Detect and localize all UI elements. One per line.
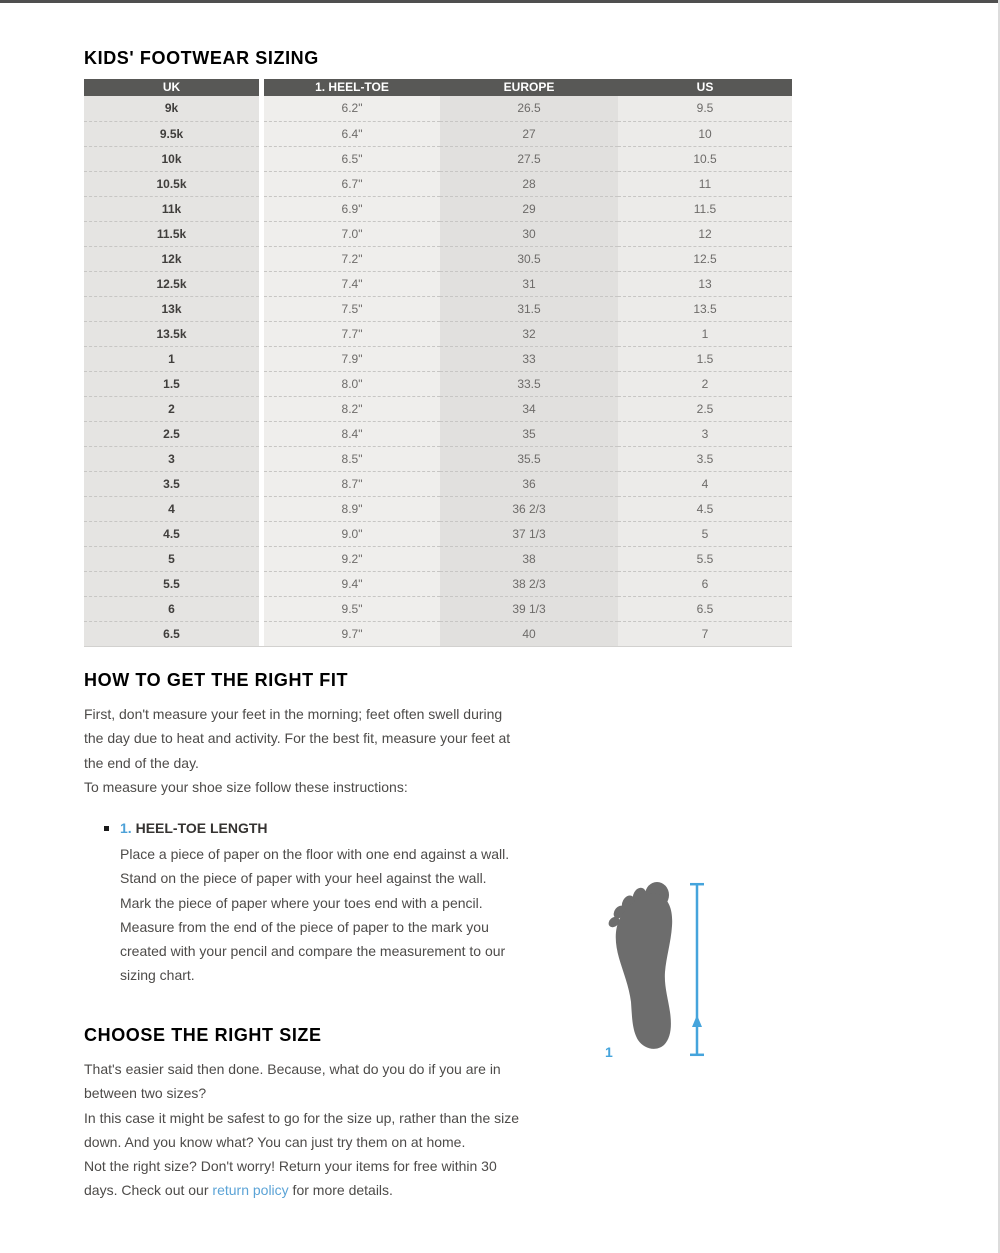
cell-uk-size: 9.5k xyxy=(84,121,259,146)
cell-us-size: 12.5 xyxy=(618,246,792,271)
cell-us-size: 1.5 xyxy=(618,346,792,371)
return-text-before: Not the right size? Don't worry! Return your items for free within 30 days. Check out our xyxy=(84,1158,497,1199)
cell-heeltoe-size: 9.5" xyxy=(264,596,440,621)
cell-heeltoe-size: 6.5" xyxy=(264,146,440,171)
cell-europe-size: 37 1/3 xyxy=(440,521,618,546)
cell-heeltoe-size: 7.4" xyxy=(264,271,440,296)
cell-heeltoe-size: 8.0" xyxy=(264,371,440,396)
cell-europe-size: 26.5 xyxy=(440,96,618,121)
cell-europe-size: 36 2/3 xyxy=(440,496,618,521)
cell-uk-size: 10k xyxy=(84,146,259,171)
table-row xyxy=(84,196,792,221)
cell-uk-size: 3 xyxy=(84,446,259,471)
cell-europe-size: 35.5 xyxy=(440,446,618,471)
cell-us-size: 4.5 xyxy=(618,496,792,521)
choose-paragraph-3 xyxy=(84,1154,524,1203)
cell-uk-size: 11.5k xyxy=(84,221,259,246)
table-row xyxy=(84,346,792,371)
cell-uk-size: 6 xyxy=(84,596,259,621)
cell-uk-size: 10.5k xyxy=(84,171,259,196)
step-line: Place a piece of paper on the floor with one end against a wall. xyxy=(120,846,510,862)
cell-heeltoe-size: 9.2" xyxy=(264,546,440,571)
choose-paragraph-1: That's easier said then done. Because, what do you do if you are in between two sizes? xyxy=(84,1061,501,1102)
table-row xyxy=(84,496,792,521)
cell-us-size: 9.5 xyxy=(618,96,792,121)
table-header-europe: EUROPE xyxy=(440,79,618,96)
step-title xyxy=(120,818,510,838)
cell-europe-size: 36 xyxy=(440,471,618,496)
heel-toe-measurement-arrow xyxy=(690,884,704,1055)
table-header-row xyxy=(84,79,792,96)
step-line: Measure from the end of the piece of paper to the mark you created with your pencil and compare the measurement to our sizing chart. xyxy=(120,918,506,984)
fit-intro-paragraph: First, don't measure your feet in the morning; feet often swell during the day due to heat and activity. For the best fit, measure your feet at the end of the day. xyxy=(84,706,511,771)
cell-us-size: 11 xyxy=(618,171,792,196)
table-header-us: US xyxy=(618,79,792,96)
cell-us-size: 12 xyxy=(618,221,792,246)
cell-uk-size: 13k xyxy=(84,296,259,321)
table-row xyxy=(84,171,792,196)
table-row xyxy=(84,96,792,121)
cell-heeltoe-size: 9.4" xyxy=(264,571,440,596)
table-row xyxy=(84,621,792,646)
cell-us-size: 2 xyxy=(618,371,792,396)
cell-heeltoe-size: 8.7" xyxy=(264,471,440,496)
cell-us-size: 13.5 xyxy=(618,296,792,321)
cell-us-size: 2.5 xyxy=(618,396,792,421)
cell-europe-size: 31.5 xyxy=(440,296,618,321)
cell-heeltoe-size: 7.5" xyxy=(264,296,440,321)
table-row xyxy=(84,271,792,296)
arrow-head-up xyxy=(692,1015,702,1027)
cell-heeltoe-size: 6.7" xyxy=(264,171,440,196)
cell-us-size: 4 xyxy=(618,471,792,496)
cell-europe-size: 31 xyxy=(440,271,618,296)
bullet-icon xyxy=(104,826,109,831)
cell-heeltoe-size: 9.7" xyxy=(264,621,440,646)
table-row xyxy=(84,571,792,596)
cell-heeltoe-size: 7.2" xyxy=(264,246,440,271)
cell-uk-size: 12.5k xyxy=(84,271,259,296)
cell-us-size: 6.5 xyxy=(618,596,792,621)
cell-europe-size: 34 xyxy=(440,396,618,421)
cell-uk-size: 2 xyxy=(84,396,259,421)
choose-paragraph-2: In this case it might be safest to go for the size up, rather than the size down. And you know what? You can just try them on at home. xyxy=(84,1109,520,1150)
cell-heeltoe-size: 6.9" xyxy=(264,196,440,221)
cell-europe-size: 35 xyxy=(440,421,618,446)
return-policy-link[interactable]: return policy xyxy=(212,1182,289,1199)
step-line: Stand on the piece of paper with your heel against the wall. xyxy=(120,870,487,887)
how-to-fit-section xyxy=(84,670,521,799)
cell-europe-size: 33 xyxy=(440,346,618,371)
cell-europe-size: 32 xyxy=(440,321,618,346)
table-row xyxy=(84,396,792,421)
cell-uk-size: 2.5 xyxy=(84,421,259,446)
cell-heeltoe-size: 8.4" xyxy=(264,421,440,446)
cell-europe-size: 28 xyxy=(440,171,618,196)
table-row xyxy=(84,121,792,146)
choose-section-title: CHOOSE THE RIGHT SIZE xyxy=(84,1025,322,1045)
cell-uk-size: 1 xyxy=(84,346,259,371)
cell-us-size: 3.5 xyxy=(618,446,792,471)
table-header-heeltoe: 1. HEEL-TOE xyxy=(264,79,440,96)
cell-us-size: 7 xyxy=(618,621,792,646)
cell-us-size: 11.5 xyxy=(618,196,792,221)
table-header-uk: UK xyxy=(84,79,259,96)
cell-heeltoe-size: 8.5" xyxy=(264,446,440,471)
cell-uk-size: 4 xyxy=(84,496,259,521)
foot-silhouette xyxy=(607,882,673,1049)
table-row xyxy=(84,146,792,171)
cell-heeltoe-size: 6.2" xyxy=(264,96,440,121)
table-row xyxy=(84,321,792,346)
cell-us-size: 10.5 xyxy=(618,146,792,171)
cell-europe-size: 39 1/3 xyxy=(440,596,618,621)
table-row xyxy=(84,296,792,321)
cell-europe-size: 27.5 xyxy=(440,146,618,171)
step-instructions xyxy=(120,842,510,988)
cell-uk-size: 1.5 xyxy=(84,371,259,396)
sizing-table-body xyxy=(84,96,792,646)
cell-us-size: 5.5 xyxy=(618,546,792,571)
page-title: KIDS' FOOTWEAR SIZING xyxy=(84,48,319,68)
cell-europe-size: 33.5 xyxy=(440,371,618,396)
cell-us-size: 6 xyxy=(618,571,792,596)
cell-europe-size: 38 xyxy=(440,546,618,571)
step-line: Mark the piece of paper where your toes end with a pencil. xyxy=(120,894,483,911)
table-row xyxy=(84,246,792,271)
table-row xyxy=(84,221,792,246)
cell-us-size: 13 xyxy=(618,271,792,296)
table-row xyxy=(84,446,792,471)
cell-europe-size: 40 xyxy=(440,621,618,646)
cell-heeltoe-size: 6.4" xyxy=(264,121,440,146)
cell-europe-size: 30 xyxy=(440,221,618,246)
cell-heeltoe-size: 7.7" xyxy=(264,321,440,346)
cell-us-size: 10 xyxy=(618,121,792,146)
table-row xyxy=(84,371,792,396)
fit-instructions-line: To measure your shoe size follow these instructions: xyxy=(84,778,408,795)
fit-section-title: HOW TO GET THE RIGHT FIT xyxy=(84,670,349,690)
return-text-after: for more details. xyxy=(288,1182,393,1199)
cell-uk-size: 11k xyxy=(84,196,259,221)
cell-uk-size: 13.5k xyxy=(84,321,259,346)
cell-europe-size: 27 xyxy=(440,121,618,146)
cell-uk-size: 4.5 xyxy=(84,521,259,546)
cell-uk-size: 5.5 xyxy=(84,571,259,596)
cell-europe-size: 30.5 xyxy=(440,246,618,271)
top-divider-bar xyxy=(0,0,1000,3)
foot-illustration xyxy=(594,868,724,1068)
step-title-text: HEEL-TOE LENGTH xyxy=(135,820,268,836)
cell-heeltoe-size: 7.9" xyxy=(264,346,440,371)
step-number: 1. xyxy=(120,820,132,836)
table-row xyxy=(84,421,792,446)
cell-uk-size: 9k xyxy=(84,96,259,121)
cell-heeltoe-size: 7.0" xyxy=(264,221,440,246)
table-row xyxy=(84,546,792,571)
table-row xyxy=(84,596,792,621)
choose-size-section xyxy=(84,1025,524,1203)
cell-europe-size: 38 2/3 xyxy=(440,571,618,596)
cell-heeltoe-size: 8.9" xyxy=(264,496,440,521)
kids-footwear-sizing-table xyxy=(84,79,792,647)
cell-europe-size: 29 xyxy=(440,196,618,221)
cell-uk-size: 12k xyxy=(84,246,259,271)
cell-uk-size: 6.5 xyxy=(84,621,259,646)
table-row xyxy=(84,521,792,546)
cell-us-size: 1 xyxy=(618,321,792,346)
heel-toe-step xyxy=(104,818,510,988)
cell-uk-size: 3.5 xyxy=(84,471,259,496)
cell-heeltoe-size: 8.2" xyxy=(264,396,440,421)
cell-us-size: 3 xyxy=(618,421,792,446)
cell-heeltoe-size: 9.0" xyxy=(264,521,440,546)
cell-us-size: 5 xyxy=(618,521,792,546)
cell-uk-size: 5 xyxy=(84,546,259,571)
table-row xyxy=(84,471,792,496)
figure-step-label: 1 xyxy=(605,1044,613,1060)
